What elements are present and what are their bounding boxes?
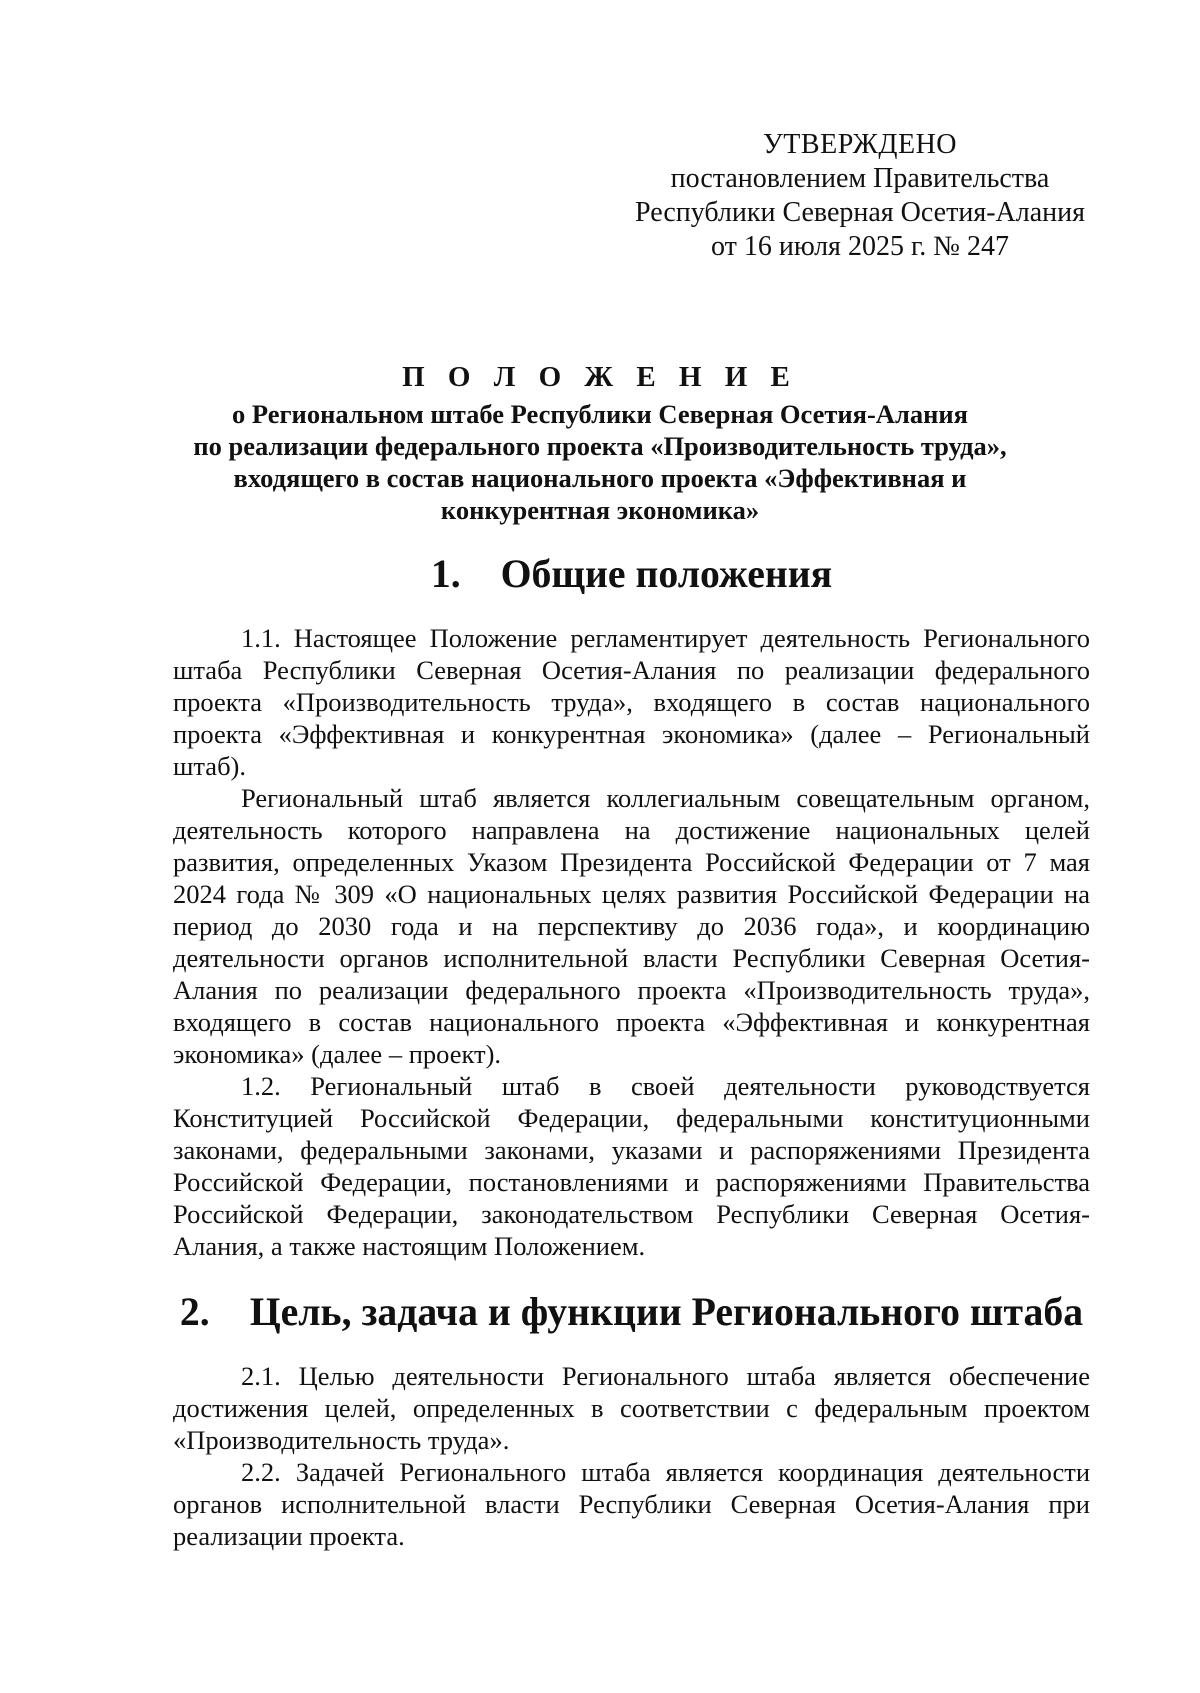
approval-date-number: от 16 июля 2025 г. № 247 <box>711 231 1009 262</box>
paragraph-2-1: 2.1. Целью деятельности Регионального штаба является обеспечение достижения целей, определенных в соответствии с федеральным проектом «Производительность труда». <box>173 1361 1090 1455</box>
document-subtitle-line: по реализации федерального проекта «Производительность труда», <box>193 431 1007 461</box>
section-number: 1. <box>430 552 461 596</box>
approval-republic: Республики Северная Осетия-Алания <box>635 197 1085 228</box>
document-body <box>173 552 1090 1552</box>
approval-issuer: постановлением Правительства <box>670 163 1050 194</box>
section-number: 2. <box>179 1290 210 1334</box>
section-title: Общие положения <box>500 552 833 596</box>
section-title: Цель, задача и функции Регионального штаба <box>249 1290 1084 1334</box>
section-heading-1 <box>173 552 1090 596</box>
paragraph-1-1-continued: Региональный штаб является коллегиальным совещательным органом, деятельность которого направлена на достижение национальных целей развития, определенных Указом Президента Российской Федерации от 7 мая 2024 года № 309 «О национальных целях развития Российской Федерации на период до 2030 года и на перспективу до 2036 года», и координацию деятельности органов исполнительной власти Республики Северная Осетия-Алания по реализации федерального проекта «Производительность труда», входящего в состав национального проекта «Эффективная и конкурентная экономика» (далее – проект). <box>173 783 1090 1069</box>
document-subtitle-line: конкурентная экономика» <box>440 495 760 525</box>
paragraph-1-2: 1.2. Региональный штаб в своей деятельности руководствуется Конституцией Российской Федерации, федеральными конституционными законами, федеральными законами, указами и распоряжениями Президента Российской Федерации, постановлениями и распоряжениями Правительства Российской Федерации, законодательством Республики Северная Осетия-Алания, а также настоящим Положением. <box>173 1071 1090 1261</box>
paragraph-1-1: 1.1. Настоящее Положение регламентирует деятельность Регионального штаба Республики Северная Осетия-Алания по реализации федерального проекта «Производительность труда», входящего в состав национального проекта «Эффективная и конкурентная экономика» (далее – Региональный штаб). <box>173 623 1090 781</box>
approval-word: УТВЕРЖДЕНО <box>762 129 958 160</box>
title-block <box>120 360 1080 526</box>
approval-block <box>600 128 1120 264</box>
document-title: П О Л О Ж Е Н И Е <box>402 361 798 393</box>
paragraph-2-2: 2.2. Задачей Регионального штаба является координация деятельности органов исполнительной власти Республики Северная Осетия-Алания при реализации проекта. <box>173 1457 1090 1551</box>
document-subtitle-line: о Региональном штабе Республики Северная Осетия-Алания <box>232 399 968 429</box>
document-subtitle-line: входящего в состав национального проекта «Эффективная и <box>233 463 967 493</box>
section-heading-2 <box>173 1290 1090 1334</box>
